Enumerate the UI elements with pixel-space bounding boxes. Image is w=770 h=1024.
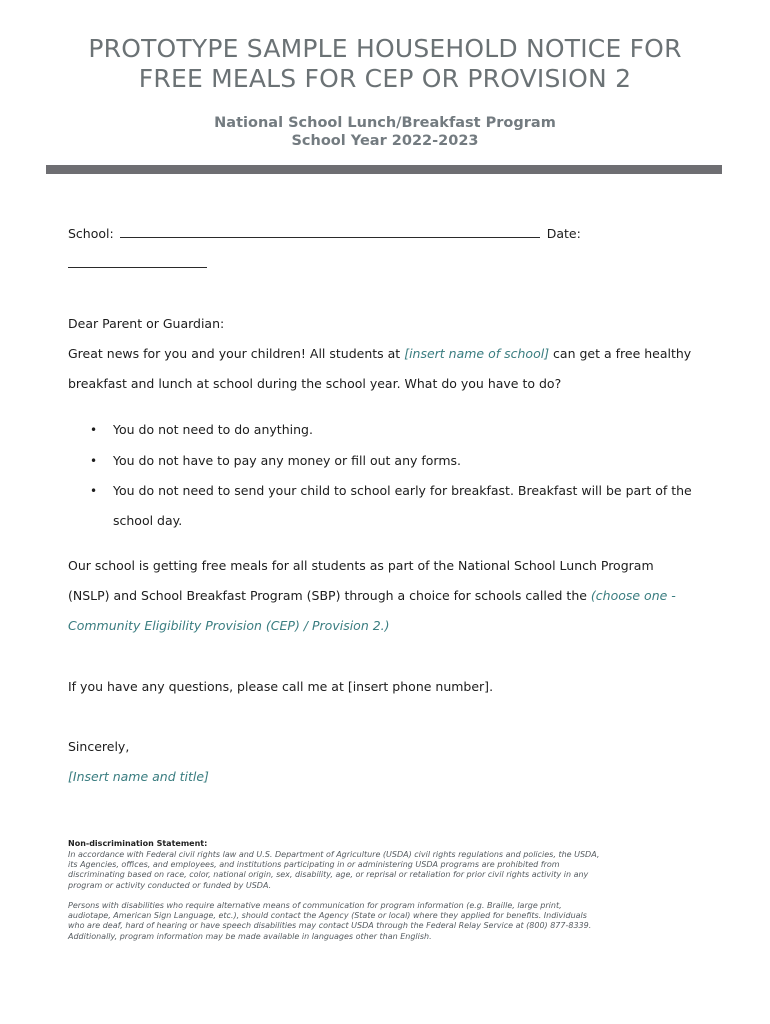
greeting: Dear Parent or Guardian: [68, 316, 225, 331]
bullet-text: school day. [113, 513, 183, 528]
page-subtitle [0, 114, 770, 150]
closing: Sincerely, [68, 739, 130, 754]
nd-line: audiotape, American Sign Language, etc.), should contact the Agency (State or local) where they applied for benefits. Individuals [68, 911, 587, 921]
program-line-1: Our school is getting free meals for all students as part of the National School Lunch Program [68, 558, 654, 573]
nd-line: who are deaf, hard of hearing or have speech disabilities may contact USDA through the Federal Relay Service at (800) 877-8339. [68, 921, 592, 931]
date-label: Date: [546, 226, 581, 241]
nd-line: its Agencies, offices, and employees, and institutions participating in or administering USDA programs are prohibited from [68, 860, 560, 870]
bullet-text: You do not have to pay any money or fill out any forms. [113, 453, 461, 468]
school-date-line [68, 226, 581, 242]
nd-line: Persons with disabilities who require alternative means of communication for program information (e.g. Braille, large print, [68, 901, 562, 910]
nondiscrimination-paragraph-1 [68, 850, 668, 891]
title-line-2: FREE MEALS FOR CEP OR PROVISION 2 [138, 64, 632, 93]
program-choice-placeholder: (choose one - [590, 588, 676, 603]
school-name-placeholder: [insert name of school] [404, 346, 550, 361]
school-blank[interactable] [120, 236, 540, 238]
bullet-icon: • [90, 454, 98, 468]
header-divider [46, 165, 722, 174]
bullet-text: You do not need to send your child to school early for breakfast. Breakfast will be part of the [113, 483, 692, 498]
bullet-icon: • [90, 423, 98, 437]
signature-placeholder: [Insert name and title] [68, 769, 209, 784]
nd-line: program or activity conducted or funded by USDA. [68, 880, 272, 890]
intro-line-2: breakfast and lunch at school during the school year. What do you have to do? [68, 376, 562, 391]
date-blank[interactable] [68, 266, 207, 268]
questions-line: If you have any questions, please call me at [insert phone number]. [68, 679, 494, 694]
intro-line-1 [68, 346, 691, 362]
subtitle-program: National School Lunch/Breakfast Program [214, 115, 556, 131]
intro-text-b: can get a free healthy [549, 346, 692, 361]
nd-line: discriminating based on race, color, national origin, sex, disability, age, or reprisal or retaliation for prior civil rights activity in any [68, 870, 589, 880]
nd-line: In accordance with Federal civil rights law and U.S. Department of Agriculture (USDA) civil rights regulations and policies, the USDA, [68, 850, 600, 859]
program-line-2 [68, 588, 676, 604]
program-choice-options: Community Eligibility Provision (CEP) / Provision 2.) [68, 618, 390, 633]
date-blank-line [68, 256, 207, 272]
nondiscrimination-title: Non-discrimination Statement: [68, 839, 208, 848]
title-line-1: PROTOTYPE SAMPLE HOUSEHOLD NOTICE FOR [88, 34, 682, 63]
subtitle-school-year: School Year 2022-2023 [291, 133, 479, 149]
nondiscrimination-paragraph-2 [68, 901, 668, 942]
intro-text-a: Great news for you and your children! All students at [68, 346, 405, 361]
bullet-icon: • [90, 484, 98, 498]
bullet-text: You do not need to do anything. [113, 422, 313, 437]
school-label: School: [68, 226, 114, 241]
program-text: (NSLP) and School Breakfast Program (SBP) through a choice for schools called the [68, 588, 591, 603]
page-title [0, 34, 770, 94]
nd-line: Additionally, program information may be made available in languages other than English. [68, 931, 432, 941]
